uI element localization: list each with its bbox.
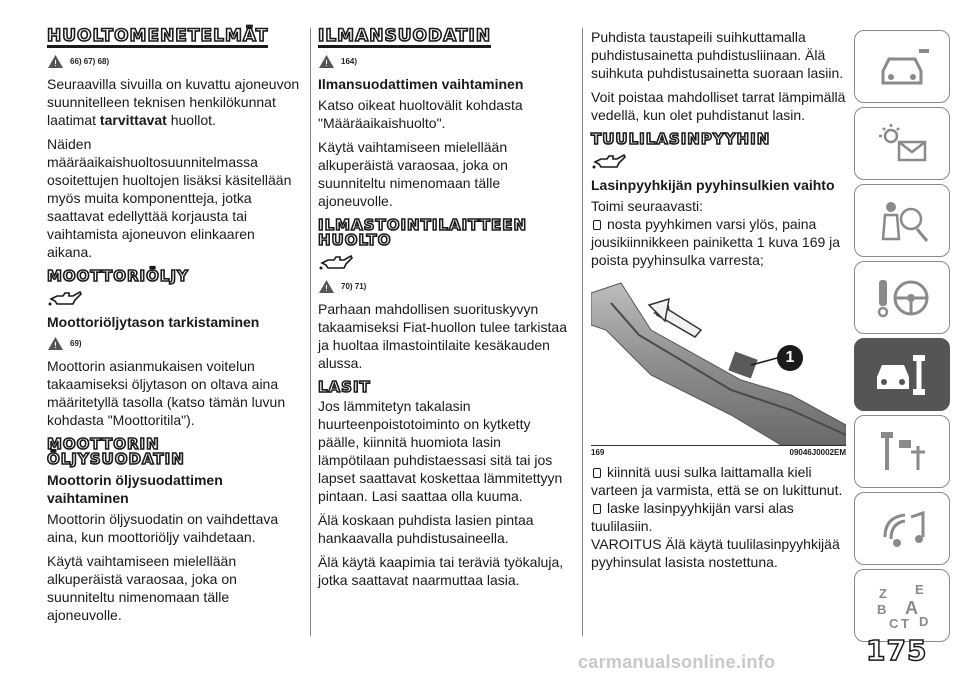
car-wrench-icon xyxy=(871,349,933,401)
index-letters-icon xyxy=(871,580,933,632)
key-steering-icon xyxy=(871,272,933,324)
column-3 xyxy=(591,28,846,577)
figure-169-wiper xyxy=(591,275,846,445)
column-divider-1 xyxy=(310,28,311,636)
oil-can-icon xyxy=(318,251,574,273)
tab-warning-lights[interactable] xyxy=(854,107,950,180)
warning-ref-4: 70) 71) xyxy=(318,277,574,295)
section-title-wiper: TUULILASINPYYHIN xyxy=(591,130,771,148)
tab-car-icon[interactable] xyxy=(854,30,950,103)
wiper-caution: VAROITUS Älä käytä tuulilasinpyyhkijää pyyhinsulat lasista nostettuna. xyxy=(591,536,840,570)
warning-ref-3: 164) xyxy=(318,52,574,70)
tab-multimedia[interactable] xyxy=(854,492,950,565)
chapter-tabs xyxy=(854,30,950,646)
warning-lights-icon xyxy=(871,118,933,170)
glass-text-2: Älä koskaan puhdista lasien pintaa hankaavalla puhdistusaineella. xyxy=(318,512,534,546)
column-2 xyxy=(318,28,574,595)
warning-ref-1: 66) 67) 68) xyxy=(47,52,302,70)
mirror-clean-text: Puhdista taustapeili suihkuttamalla puhdistusainetta puhdistusliinaan. Älä suihkuta puhdistusainetta suoraan lasiin. xyxy=(591,29,844,81)
wiper-arm-illustration xyxy=(591,275,846,445)
wiper-intro: Toimi seuraavasti: xyxy=(591,198,704,214)
airbag-seat-icon xyxy=(871,195,933,247)
tools-icon xyxy=(871,426,933,478)
section-title-glass: LASIT xyxy=(318,378,371,396)
warning-hand-icon xyxy=(318,279,335,294)
index-letter-c: C xyxy=(889,615,899,631)
checkbox-bullet-icon xyxy=(593,504,601,514)
tab-emergency[interactable] xyxy=(854,415,950,488)
index-letter-d: D xyxy=(919,613,929,629)
warning-ref-2: 69) xyxy=(47,334,302,352)
column-1 xyxy=(47,28,302,630)
wiper-step-1: nosta pyyhkimen varsi ylös, paina jousikiinnikkeen painiketta 1 kuva 169 ja poista pyyhinsulka varresta; xyxy=(591,216,841,268)
tab-safety[interactable] xyxy=(854,184,950,257)
warning-hand-icon xyxy=(47,336,64,351)
figure-caption xyxy=(591,445,846,457)
air-filter-text-2: Käytä vaihtamiseen mielellään alkuperäistä varaosaa, joka on suunniteltu nimenomaan tälle ajoneuvolle. xyxy=(318,139,508,209)
media-icon xyxy=(871,503,933,555)
warning-hand-icon xyxy=(47,54,64,69)
oil-can-icon xyxy=(47,287,302,309)
section-title-air-filter: ILMANSUODATIN xyxy=(318,26,492,46)
page-number: 175 xyxy=(866,634,928,667)
section-title-maintenance: HUOLTOMENETELMÄT xyxy=(47,26,269,46)
ac-service-text: Parhaan mahdollisen suorituskyvyn takaamiseksi Fiat-huollon tulee tarkistaa ja huoltaa ilmastointilaite kesäkauden alussa. xyxy=(318,301,568,371)
glass-text-1: Jos lämmitetyn takalasin huurteenpoistotoiminto on kytketty päälle, kiinnitä huomiota lasin lämpötilaan puhdistaessasi sitä tai jos lapset saattavat koskettaa lämmitettyyn pintaan. Lasi saattaa olla kuuma. xyxy=(318,398,563,504)
section-title-ac-service: ILMASTOINTILAITTEEN HUOLTO xyxy=(318,216,528,249)
watermark: carmanualsonline.info xyxy=(578,652,776,672)
car-icon xyxy=(871,41,933,93)
glass-text-3: Älä käytä kaapimia tai teräviä työkaluja, jotka saattavat naarmuttaa lasia. xyxy=(318,554,564,588)
oil-filter-text-2: Käytä vaihtamiseen mielellään alkuperäistä varaosaa, joka on suunniteltu nimenomaan tälle ajoneuvolle. xyxy=(47,553,237,623)
oil-filter-text-1: Moottorin öljysuodatin on vaihdettava aina, kun moottoriöljy vaihdetaan. xyxy=(47,511,279,545)
index-letter-e: E xyxy=(915,581,924,597)
air-filter-heading: Ilmansuodattimen vaihtaminen xyxy=(318,76,524,92)
paragraph-components: Näiden määräaikaishuoltosuunnitelmassa osoitettujen huoltojen lisäksi käsitellään myös muita komponentteja, jotka saattavat edellyttää korjausta tai vaihtamista ajoneuvon elinkaaren aikana. xyxy=(47,136,292,260)
tab-index[interactable] xyxy=(854,569,950,642)
oil-level-text: Moottorin asianmukaisen voitelun takaamiseksi öljytason on oltava aina määritetyllä tasolla (katso tämän luvun kohdasta "Moottoritila"). xyxy=(47,358,286,428)
intro-paragraph: Seuraavilla sivuilla on kuvattu ajoneuvon suunnitelleen teknisen henkilökunnat laatimat tarvittavat huollot. xyxy=(47,76,300,128)
warning-hand-icon xyxy=(318,54,335,69)
air-filter-text-1: Katso oikeat huoltovälit kohdasta "Määräaikaishuolto". xyxy=(318,97,523,131)
section-title-oil-filter: MOOTTORIN ÖLJYSUODATIN xyxy=(47,435,185,468)
index-letter-b: B xyxy=(877,601,887,617)
wiper-step-3: laske lasinpyyhkijän varsi alas tuulilasiin. xyxy=(591,500,794,534)
wiper-blade-heading: Lasinpyyhkijän pyyhinsulkien vaihto xyxy=(591,177,835,193)
section-title-engine-oil: MOOTTORIÖLJY xyxy=(47,267,189,285)
index-letter-t: T xyxy=(901,615,909,631)
figure-number: 169 xyxy=(591,448,605,457)
column-divider-2 xyxy=(582,28,583,636)
tab-starting-driving[interactable] xyxy=(854,261,950,334)
tab-maintenance[interactable] xyxy=(854,338,950,411)
oil-can-icon xyxy=(591,150,846,172)
index-letter-a: A xyxy=(905,597,918,618)
oil-filter-heading: Moottorin öljysuodattimen vaihtaminen xyxy=(47,472,223,506)
index-letter-z: Z xyxy=(879,585,887,601)
oil-level-heading: Moottoriöljytason tarkistaminen xyxy=(47,314,260,330)
checkbox-bullet-icon xyxy=(593,468,601,478)
wiper-step-2: kiinnitä uusi sulka laittamalla kieli varteen ja varmista, että se on lukittunut. xyxy=(591,464,843,498)
checkbox-bullet-icon xyxy=(593,220,601,230)
figure-code: 09046J0002EM xyxy=(789,448,846,457)
sticker-remove-text: Voit poistaa mahdolliset tarrat lämpimällä vedellä, kun olet puhdistanut lasin. xyxy=(591,89,846,123)
figure-callout-1: 1 xyxy=(777,345,803,371)
